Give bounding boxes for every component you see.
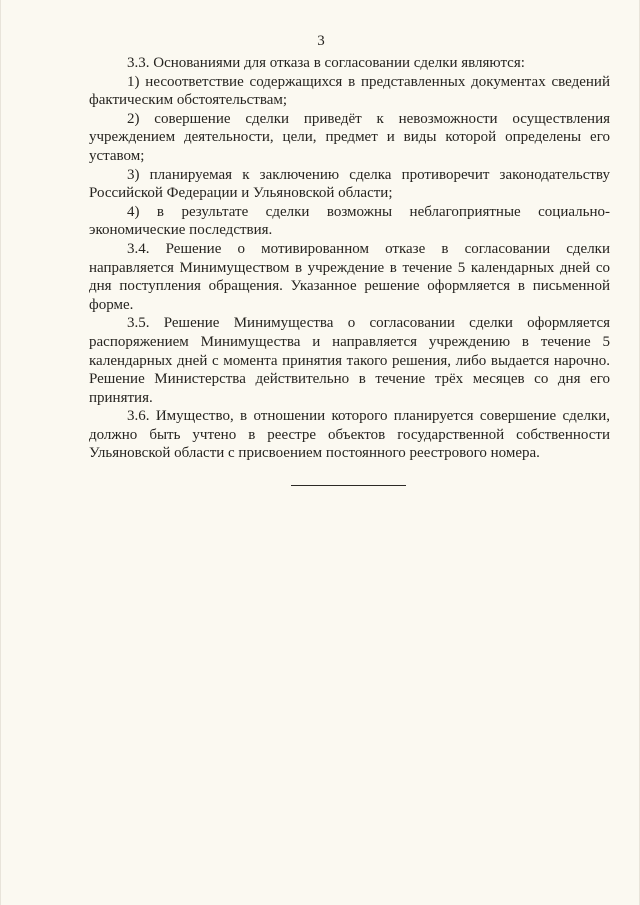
paragraph-3-4: 3.4. Решение о мотивированном отказе в согласовании сделки направляется Минимуществом в учреждение в течение 5 календарных дней со дня поступления обращения. Указанное решение оформляется в письменной форме.: [89, 240, 610, 313]
paragraph-item-1: 1) несоответствие содержащихся в представленных документах сведений фактическим обстоятельствам;: [89, 73, 610, 109]
document-body: [89, 54, 610, 463]
paragraph-item-2: 2) совершение сделки приведёт к невозможности осуществления учреждением деятельности, цели, предмет и виды которой определены его уставом;: [89, 110, 610, 164]
paragraph-3-3: 3.3. Основаниями для отказа в согласовании сделки являются:: [127, 55, 525, 71]
page-number: 3: [317, 33, 325, 49]
end-divider-line: [291, 485, 406, 486]
paragraph-3-5: 3.5. Решение Минимущества о согласовании сделки оформляется распоряжением Минимущества и направляется учреждению в течение 5 календарных дней с момента принятия такого решения, либо выдается нарочно. Решение Министерства действительно в течение трёх месяцев со дня его принятия.: [89, 315, 610, 406]
paragraph-item-4: 4) в результате сделки возможны неблагоприятные социально-экономические последствия.: [89, 203, 610, 239]
paragraph-item-3: 3) планируемая к заключению сделка противоречит законодательству Российской Федерации и Ульяновской области;: [89, 166, 610, 202]
paragraph-3-6: 3.6. Имущество, в отношении которого планируется совершение сделки, должно быть учтено в реестре объектов государственной собственности Ульяновской области с присвоением постоянного реестрового номера.: [89, 408, 610, 462]
